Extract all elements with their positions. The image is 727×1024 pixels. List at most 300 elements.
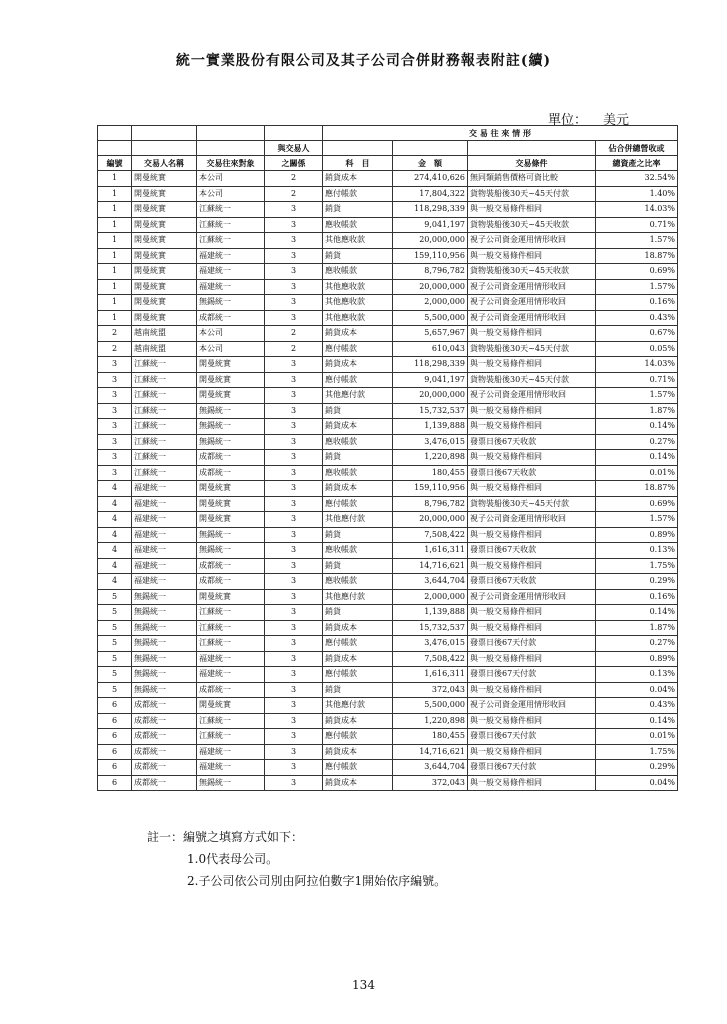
cell-party: 福建統一 — [132, 574, 197, 590]
cell-ratio: 0.13% — [596, 667, 678, 683]
cell-amount: 1,616,311 — [393, 667, 468, 683]
cell-no: 3 — [98, 388, 132, 404]
table-row — [98, 574, 678, 590]
cell-ratio: 0.89% — [596, 651, 678, 667]
cell-terms: 發票日後67天收款 — [468, 434, 596, 450]
cell-no: 3 — [98, 372, 132, 388]
cell-account: 應收帳款 — [323, 543, 393, 559]
cell-relation: 3 — [265, 667, 323, 683]
cell-relation: 2 — [265, 171, 323, 187]
cell-counterparty: 成都統一 — [197, 558, 265, 574]
cell-party: 福建統一 — [132, 481, 197, 497]
cell-no: 6 — [98, 760, 132, 776]
cell-counterparty: 成都統一 — [197, 574, 265, 590]
cell-ratio: 1.57% — [596, 233, 678, 249]
table-row — [98, 698, 678, 714]
cell-party: 江蘇統一 — [132, 403, 197, 419]
cell-party: 開曼統實 — [132, 264, 197, 280]
cell-party: 成都統一 — [132, 698, 197, 714]
cell-relation: 3 — [265, 496, 323, 512]
cell-terms: 發票日後67天收款 — [468, 543, 596, 559]
cell-ratio: 0.27% — [596, 636, 678, 652]
cell-counterparty: 本公司 — [197, 326, 265, 342]
cell-account: 銷貨成本 — [323, 171, 393, 187]
header-blank — [265, 126, 323, 141]
cell-counterparty: 成都統一 — [197, 310, 265, 326]
cell-terms: 貨物裝船後30天~45天付款 — [468, 372, 596, 388]
cell-terms: 與一般交易條件相同 — [468, 744, 596, 760]
table-row — [98, 403, 678, 419]
cell-account: 銷貨成本 — [323, 775, 393, 791]
header-blank — [98, 126, 132, 141]
cell-terms: 與一般交易條件相同 — [468, 202, 596, 218]
cell-ratio: 18.87% — [596, 248, 678, 264]
header-blank — [323, 141, 393, 156]
cell-terms: 貨物裝船後30天~45天收款 — [468, 217, 596, 233]
cell-terms: 發票日後67天收款 — [468, 465, 596, 481]
cell-counterparty: 江蘇統一 — [197, 233, 265, 249]
cell-counterparty: 無錫統一 — [197, 434, 265, 450]
cell-ratio: 32.54% — [596, 171, 678, 187]
cell-terms: 發票日後67天收款 — [468, 574, 596, 590]
table-row — [98, 450, 678, 466]
cell-ratio: 0.04% — [596, 682, 678, 698]
cell-counterparty: 開曼統實 — [197, 388, 265, 404]
cell-party: 成都統一 — [132, 713, 197, 729]
cell-relation: 3 — [265, 682, 323, 698]
cell-ratio: 1.75% — [596, 744, 678, 760]
cell-account: 其他應收款 — [323, 310, 393, 326]
cell-party: 開曼統實 — [132, 248, 197, 264]
header-blank — [132, 126, 197, 141]
cell-ratio: 1.75% — [596, 558, 678, 574]
table-row — [98, 326, 678, 342]
cell-amount: 5,500,000 — [393, 310, 468, 326]
cell-ratio: 0.14% — [596, 419, 678, 435]
cell-party: 福建統一 — [132, 496, 197, 512]
header-counterparty: 交易往來對象 — [197, 156, 265, 171]
cell-ratio: 1.57% — [596, 512, 678, 528]
cell-amount: 372,043 — [393, 775, 468, 791]
cell-account: 銷貨 — [323, 403, 393, 419]
cell-terms: 與一般交易條件相同 — [468, 605, 596, 621]
table-row — [98, 372, 678, 388]
header-group: 交 易 往 來 情 形 — [323, 126, 678, 141]
cell-relation: 2 — [265, 186, 323, 202]
cell-party: 江蘇統一 — [132, 388, 197, 404]
unit-value: 美元 — [603, 113, 630, 128]
cell-account: 銷貨成本 — [323, 357, 393, 373]
cell-relation: 3 — [265, 295, 323, 311]
cell-ratio: 0.01% — [596, 729, 678, 745]
header-party: 交易人名稱 — [132, 156, 197, 171]
cell-counterparty: 成都統一 — [197, 465, 265, 481]
cell-relation: 3 — [265, 279, 323, 295]
cell-counterparty: 江蘇統一 — [197, 620, 265, 636]
cell-party: 無錫統一 — [132, 589, 197, 605]
cell-relation: 3 — [265, 202, 323, 218]
cell-relation: 3 — [265, 620, 323, 636]
cell-terms: 視子公司資金運用情形收回 — [468, 589, 596, 605]
header-no: 編號 — [98, 156, 132, 171]
cell-account: 其他應付款 — [323, 698, 393, 714]
cell-party: 江蘇統一 — [132, 434, 197, 450]
table-row — [98, 202, 678, 218]
header-blank — [132, 141, 197, 156]
cell-account: 應付帳款 — [323, 636, 393, 652]
cell-terms: 視子公司資金運用情形收回 — [468, 295, 596, 311]
cell-counterparty: 無錫統一 — [197, 543, 265, 559]
cell-no: 4 — [98, 512, 132, 528]
cell-ratio: 0.67% — [596, 326, 678, 342]
cell-relation: 3 — [265, 713, 323, 729]
header-ratio-line1: 佔合併總營收或 — [596, 141, 678, 156]
cell-party: 開曼統實 — [132, 279, 197, 295]
cell-ratio: 14.03% — [596, 202, 678, 218]
cell-account: 應付帳款 — [323, 760, 393, 776]
cell-amount: 20,000,000 — [393, 233, 468, 249]
cell-relation: 2 — [265, 341, 323, 357]
cell-account: 其他應收款 — [323, 233, 393, 249]
cell-account: 應收帳款 — [323, 465, 393, 481]
cell-no: 1 — [98, 202, 132, 218]
cell-amount: 7,508,422 — [393, 527, 468, 543]
cell-account: 銷貨 — [323, 527, 393, 543]
cell-account: 應收帳款 — [323, 217, 393, 233]
cell-ratio: 14.03% — [596, 357, 678, 373]
cell-terms: 與一般交易條件相同 — [468, 527, 596, 543]
cell-amount: 274,410,626 — [393, 171, 468, 187]
cell-no: 1 — [98, 217, 132, 233]
cell-terms: 貨物裝船後30天~45天收款 — [468, 264, 596, 280]
cell-terms: 視子公司資金運用情形收回 — [468, 512, 596, 528]
cell-relation: 3 — [265, 465, 323, 481]
cell-ratio: 0.27% — [596, 434, 678, 450]
cell-counterparty: 福建統一 — [197, 651, 265, 667]
cell-counterparty: 無錫統一 — [197, 527, 265, 543]
cell-account: 其他應收款 — [323, 295, 393, 311]
table-row — [98, 233, 678, 249]
cell-party: 福建統一 — [132, 543, 197, 559]
cell-party: 成都統一 — [132, 744, 197, 760]
cell-party: 江蘇統一 — [132, 372, 197, 388]
cell-account: 應付帳款 — [323, 186, 393, 202]
cell-amount: 180,455 — [393, 465, 468, 481]
cell-party: 開曼統實 — [132, 171, 197, 187]
cell-no: 1 — [98, 264, 132, 280]
cell-no: 1 — [98, 233, 132, 249]
cell-no: 6 — [98, 698, 132, 714]
table-row — [98, 543, 678, 559]
note-heading: 註一：編號之填寫方式如下： — [147, 830, 304, 844]
cell-account: 銷貨 — [323, 450, 393, 466]
table-row — [98, 388, 678, 404]
cell-account: 應收帳款 — [323, 574, 393, 590]
cell-account: 銷貨 — [323, 248, 393, 264]
cell-amount: 159,110,956 — [393, 248, 468, 264]
cell-no: 4 — [98, 558, 132, 574]
cell-relation: 3 — [265, 388, 323, 404]
cell-terms: 無同類銷售價格可資比較 — [468, 171, 596, 187]
cell-account: 應付帳款 — [323, 496, 393, 512]
cell-relation: 3 — [265, 233, 323, 249]
header-blank — [468, 141, 596, 156]
cell-party: 江蘇統一 — [132, 465, 197, 481]
cell-counterparty: 福建統一 — [197, 667, 265, 683]
note-item-2: 2.子公司依公司別由阿拉伯數字1開始依序編號。 — [187, 874, 447, 888]
cell-ratio: 18.87% — [596, 481, 678, 497]
cell-terms: 與一般交易條件相同 — [468, 651, 596, 667]
cell-counterparty: 成都統一 — [197, 450, 265, 466]
cell-no: 5 — [98, 620, 132, 636]
cell-terms: 發票日後67天付款 — [468, 729, 596, 745]
cell-counterparty: 開曼統實 — [197, 496, 265, 512]
cell-relation: 3 — [265, 574, 323, 590]
cell-account: 其他應付款 — [323, 388, 393, 404]
cell-terms: 與一般交易條件相同 — [468, 450, 596, 466]
cell-amount: 2,000,000 — [393, 295, 468, 311]
cell-no: 1 — [98, 295, 132, 311]
table-row — [98, 512, 678, 528]
cell-party: 開曼統實 — [132, 217, 197, 233]
cell-amount: 3,644,704 — [393, 574, 468, 590]
cell-no: 3 — [98, 465, 132, 481]
table-row — [98, 496, 678, 512]
cell-amount: 14,716,621 — [393, 558, 468, 574]
cell-no: 1 — [98, 248, 132, 264]
cell-amount: 20,000,000 — [393, 388, 468, 404]
cell-terms: 與一般交易條件相同 — [468, 481, 596, 497]
cell-party: 開曼統實 — [132, 233, 197, 249]
cell-counterparty: 開曼統實 — [197, 512, 265, 528]
table-row — [98, 636, 678, 652]
header-terms: 交易條件 — [468, 156, 596, 171]
cell-relation: 3 — [265, 698, 323, 714]
cell-amount: 1,220,898 — [393, 713, 468, 729]
cell-party: 無錫統一 — [132, 651, 197, 667]
cell-account: 應付帳款 — [323, 729, 393, 745]
cell-no: 2 — [98, 326, 132, 342]
cell-ratio: 0.16% — [596, 589, 678, 605]
cell-relation: 3 — [265, 372, 323, 388]
cell-terms: 與一般交易條件相同 — [468, 403, 596, 419]
cell-counterparty: 無錫統一 — [197, 295, 265, 311]
cell-account: 銷貨成本 — [323, 620, 393, 636]
cell-terms: 貨物裝船後30天~45天付款 — [468, 341, 596, 357]
cell-amount: 2,000,000 — [393, 589, 468, 605]
note-item-1: 1.0代表母公司。 — [187, 852, 279, 866]
cell-party: 開曼統實 — [132, 202, 197, 218]
cell-account: 銷貨 — [323, 605, 393, 621]
cell-no: 4 — [98, 574, 132, 590]
cell-relation: 3 — [265, 310, 323, 326]
cell-account: 其他應付款 — [323, 589, 393, 605]
cell-counterparty: 本公司 — [197, 341, 265, 357]
cell-no: 5 — [98, 589, 132, 605]
cell-party: 無錫統一 — [132, 667, 197, 683]
cell-counterparty: 江蘇統一 — [197, 713, 265, 729]
cell-no: 5 — [98, 682, 132, 698]
cell-party: 福建統一 — [132, 558, 197, 574]
cell-party: 福建統一 — [132, 512, 197, 528]
cell-ratio: 0.05% — [596, 341, 678, 357]
cell-amount: 1,139,888 — [393, 605, 468, 621]
cell-no: 4 — [98, 527, 132, 543]
table-row — [98, 713, 678, 729]
cell-terms: 發票日後67天付款 — [468, 667, 596, 683]
table-row — [98, 589, 678, 605]
cell-ratio: 0.69% — [596, 496, 678, 512]
cell-account: 應付帳款 — [323, 341, 393, 357]
cell-no: 1 — [98, 279, 132, 295]
cell-no: 6 — [98, 729, 132, 745]
cell-amount: 1,220,898 — [393, 450, 468, 466]
cell-ratio: 0.71% — [596, 372, 678, 388]
cell-counterparty: 福建統一 — [197, 744, 265, 760]
cell-account: 銷貨成本 — [323, 651, 393, 667]
cell-terms: 視子公司資金運用情形收回 — [468, 698, 596, 714]
cell-amount: 15,732,537 — [393, 620, 468, 636]
cell-relation: 3 — [265, 558, 323, 574]
table-row — [98, 217, 678, 233]
cell-no: 5 — [98, 667, 132, 683]
cell-terms: 貨物裝船後30天~45天付款 — [468, 496, 596, 512]
cell-no: 3 — [98, 357, 132, 373]
cell-ratio: 0.14% — [596, 605, 678, 621]
cell-account: 銷貨成本 — [323, 481, 393, 497]
cell-account: 銷貨成本 — [323, 713, 393, 729]
cell-amount: 372,043 — [393, 682, 468, 698]
table-row — [98, 341, 678, 357]
cell-terms: 視子公司資金運用情形收回 — [468, 310, 596, 326]
cell-relation: 3 — [265, 605, 323, 621]
cell-party: 福建統一 — [132, 527, 197, 543]
cell-counterparty: 本公司 — [197, 186, 265, 202]
cell-party: 江蘇統一 — [132, 357, 197, 373]
cell-no: 1 — [98, 310, 132, 326]
cell-counterparty: 無錫統一 — [197, 419, 265, 435]
cell-relation: 3 — [265, 248, 323, 264]
cell-counterparty: 無錫統一 — [197, 403, 265, 419]
cell-amount: 5,657,967 — [393, 326, 468, 342]
cell-party: 無錫統一 — [132, 636, 197, 652]
cell-relation: 3 — [265, 419, 323, 435]
cell-party: 越南統盟 — [132, 341, 197, 357]
cell-ratio: 1.87% — [596, 403, 678, 419]
cell-relation: 3 — [265, 775, 323, 791]
cell-terms: 與一般交易條件相同 — [468, 357, 596, 373]
cell-relation: 3 — [265, 543, 323, 559]
cell-relation: 3 — [265, 264, 323, 280]
cell-no: 1 — [98, 186, 132, 202]
cell-no: 3 — [98, 450, 132, 466]
cell-counterparty: 無錫統一 — [197, 775, 265, 791]
cell-relation: 3 — [265, 527, 323, 543]
cell-relation: 2 — [265, 326, 323, 342]
cell-terms: 與一般交易條件相同 — [468, 558, 596, 574]
table-body — [98, 171, 678, 791]
table-row — [98, 434, 678, 450]
cell-amount: 9,041,197 — [393, 372, 468, 388]
cell-ratio: 0.71% — [596, 217, 678, 233]
header-blank — [197, 141, 265, 156]
table-row — [98, 279, 678, 295]
cell-ratio: 0.13% — [596, 543, 678, 559]
cell-amount: 180,455 — [393, 729, 468, 745]
cell-amount: 3,476,015 — [393, 636, 468, 652]
table-header — [98, 126, 678, 171]
table-row — [98, 527, 678, 543]
cell-ratio: 0.43% — [596, 310, 678, 326]
cell-relation: 3 — [265, 744, 323, 760]
table-row — [98, 729, 678, 745]
cell-party: 開曼統實 — [132, 186, 197, 202]
cell-party: 越南統盟 — [132, 326, 197, 342]
header-blank — [197, 126, 265, 141]
cell-no: 3 — [98, 419, 132, 435]
table-row — [98, 419, 678, 435]
cell-ratio: 1.57% — [596, 279, 678, 295]
cell-terms: 視子公司資金運用情形收回 — [468, 388, 596, 404]
cell-relation: 3 — [265, 729, 323, 745]
cell-ratio: 0.04% — [596, 775, 678, 791]
cell-ratio: 0.01% — [596, 465, 678, 481]
cell-no: 6 — [98, 775, 132, 791]
cell-terms: 與一般交易條件相同 — [468, 248, 596, 264]
header-ratio-line2: 總資產之比率 — [596, 156, 678, 171]
cell-terms: 貨物裝船後30天~45天付款 — [468, 186, 596, 202]
page-title: 統一實業股份有限公司及其子公司合併財務報表附註(續) — [175, 53, 552, 69]
table-row — [98, 465, 678, 481]
cell-amount: 3,476,015 — [393, 434, 468, 450]
header-relation-line1: 與交易人 — [265, 141, 323, 156]
cell-party: 開曼統實 — [132, 310, 197, 326]
cell-party: 成都統一 — [132, 775, 197, 791]
cell-counterparty: 江蘇統一 — [197, 202, 265, 218]
cell-terms: 發票日後67天付款 — [468, 760, 596, 776]
table-row — [98, 310, 678, 326]
cell-party: 江蘇統一 — [132, 450, 197, 466]
table-row — [98, 620, 678, 636]
transactions-table — [97, 125, 678, 791]
table-row — [98, 248, 678, 264]
cell-counterparty: 江蘇統一 — [197, 729, 265, 745]
cell-terms: 與一般交易條件相同 — [468, 326, 596, 342]
cell-ratio: 0.16% — [596, 295, 678, 311]
cell-relation: 3 — [265, 651, 323, 667]
cell-party: 開曼統實 — [132, 295, 197, 311]
cell-amount: 20,000,000 — [393, 512, 468, 528]
cell-account: 銷貨 — [323, 682, 393, 698]
table-row — [98, 775, 678, 791]
table-row — [98, 744, 678, 760]
cell-terms: 視子公司資金運用情形收回 — [468, 279, 596, 295]
cell-no: 5 — [98, 651, 132, 667]
cell-amount: 1,139,888 — [393, 419, 468, 435]
cell-relation: 3 — [265, 636, 323, 652]
cell-terms: 與一般交易條件相同 — [468, 682, 596, 698]
cell-no: 5 — [98, 605, 132, 621]
cell-ratio: 1.40% — [596, 186, 678, 202]
cell-no: 3 — [98, 434, 132, 450]
table-row — [98, 481, 678, 497]
cell-relation: 3 — [265, 357, 323, 373]
cell-counterparty: 本公司 — [197, 171, 265, 187]
cell-relation: 3 — [265, 450, 323, 466]
cell-relation: 3 — [265, 217, 323, 233]
cell-amount: 7,508,422 — [393, 651, 468, 667]
cell-ratio: 0.29% — [596, 574, 678, 590]
